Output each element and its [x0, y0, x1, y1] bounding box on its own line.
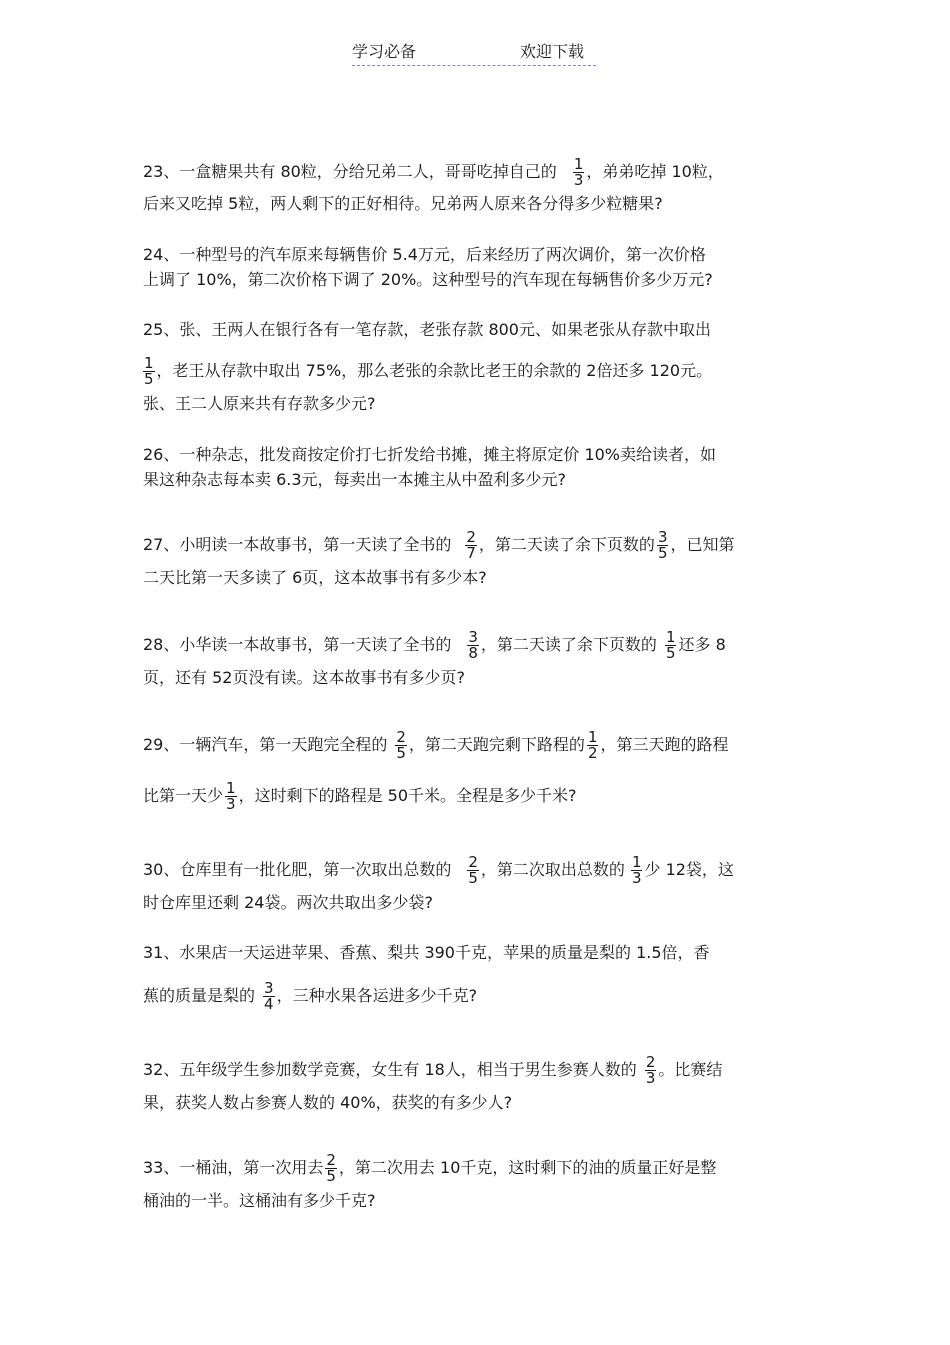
header-right-text: 欢迎下载: [520, 42, 585, 61]
problem-29-text-e: ，这时剩下的路程是 50千米。全程是多少千米?: [238, 786, 577, 805]
problem-33-text-a: 33、一桶油，第一次用去: [143, 1158, 324, 1177]
problem-29-text-a: 29、一辆汽车，第一天跑完全程的: [143, 735, 388, 754]
problem-31-line-1: 31、水果店一天运进苹果、香蕉、梨共 390千克，苹果的质量是梨的 1.5倍，香: [143, 943, 710, 962]
problem-31-text-b: ，三种水果各运进多少千克?: [276, 986, 478, 1005]
problem-32-line-2: 果，获奖人数占参赛人数的 40%，获奖的有多少人?: [143, 1093, 513, 1112]
fraction: $\frac{3}{4}$: [264, 979, 274, 1013]
fraction: $\frac{3}{8}$: [468, 628, 478, 662]
page-header: [352, 41, 596, 66]
problem-28-line-2: 页，还有 52页没有读。这本故事书有多少页?: [143, 668, 465, 687]
fraction: $\frac{1}{5}$: [144, 354, 154, 388]
problem-32-text-a: 32、五年级学生参加数学竞赛，女生有 18人，相当于男生参赛人数的: [143, 1060, 637, 1079]
fraction: $\frac{2}{5}$: [326, 1151, 336, 1185]
problem-28-text-b: ，第二天读了余下页数的: [480, 635, 657, 654]
problem-30-text-a: 30、仓库里有一批化肥，第一次取出总数的: [143, 860, 452, 879]
problem-23-text-b: ，弟弟吃掉 10粒，: [586, 162, 724, 181]
fraction: $\frac{2}{5}$: [396, 728, 406, 762]
problem-23-line-2: 后来又吃掉 5粒，两人剩下的正好相待。兄弟两人原来各分得多少粒糖果?: [143, 194, 663, 213]
fraction: $\frac{1}{3}$: [573, 155, 584, 189]
problem-27-text-b: ，第二天读了余下页数的: [478, 535, 655, 554]
fraction: $\frac{2}{5}$: [468, 853, 478, 887]
problem-32-text-b: 。比赛结: [658, 1060, 723, 1079]
problem-33-line-2: 桶油的一半。这桶油有多少千克?: [143, 1191, 376, 1210]
problem-29-text-b: ，第二天跑完剩下路程的: [408, 735, 585, 754]
fraction: $\frac{2}{3}$: [645, 1053, 656, 1087]
problem-26-line-2: 果这种杂志每本卖 6.3元，每卖出一本摊主从中盈利多少元?: [143, 470, 567, 489]
problem-30-text-c: 少 12袋，这: [644, 860, 734, 879]
problem-26-line-1: 26、一种杂志，批发商按定价打七折发给书摊，摊主将原定价 10%卖给读者，如: [143, 445, 717, 464]
problem-25-line-1: 25、张、王两人在银行各有一笔存款，老张存款 800元、如果老张从存款中取出: [143, 320, 711, 339]
problem-27-text-c: ，已知第: [670, 535, 735, 554]
problem-23-text-a: 23、一盒糖果共有 80粒，分给兄弟二人，哥哥吃掉自己的: [143, 162, 557, 181]
problem-30-line-2: 时仓库里还剩 24袋。两次共取出多少袋?: [143, 893, 433, 912]
fraction: $\frac{1}{5}$: [665, 628, 676, 662]
problem-33-text-b: ，第二次用去 10千克，这时剩下的油的质量正好是整: [338, 1158, 717, 1177]
problem-29-text-c: ，第三天跑的路程: [600, 735, 729, 754]
fraction: $\frac{1}{3}$: [226, 779, 236, 813]
fraction: $\frac{1}{3}$: [631, 853, 642, 887]
fraction: $\frac{3}{5}$: [657, 528, 668, 562]
problem-28-text-c: 还多 8: [678, 635, 726, 654]
fraction: $\frac{1}{2}$: [587, 728, 598, 762]
problem-25-text-b: ，老王从存款中取出 75%，那么老张的余款比老王的余款的 2倍还多 120元。: [156, 361, 713, 380]
problem-24-line-2: 上调了 10%，第二次价格下调了 20%。这种型号的汽车现在每辆售价多少万元?: [143, 270, 713, 289]
problem-30-text-b: ，第二次取出总数的: [480, 860, 625, 879]
problem-29-text-d: 比第一天少: [143, 786, 224, 805]
problem-24-line-1: 24、一种型号的汽车原来每辆售价 5.4万元，后来经历了两次调价，第一次价格: [143, 245, 706, 264]
problem-31-text-a: 蕉的质量是梨的: [143, 986, 256, 1005]
problem-25-line-3: 张、王二人原来共有存款多少元?: [143, 394, 376, 413]
header-left-text: 学习必备: [352, 42, 417, 61]
problem-27-text-a: 27、小明读一本故事书，第一天读了全书的: [143, 535, 452, 554]
fraction: $\frac{2}{7}$: [466, 528, 476, 562]
problem-27-line-2: 二天比第一天多读了 6页，这本故事书有多少本?: [143, 568, 487, 587]
problem-28-text-a: 28、小华读一本故事书，第一天读了全书的: [143, 635, 452, 654]
